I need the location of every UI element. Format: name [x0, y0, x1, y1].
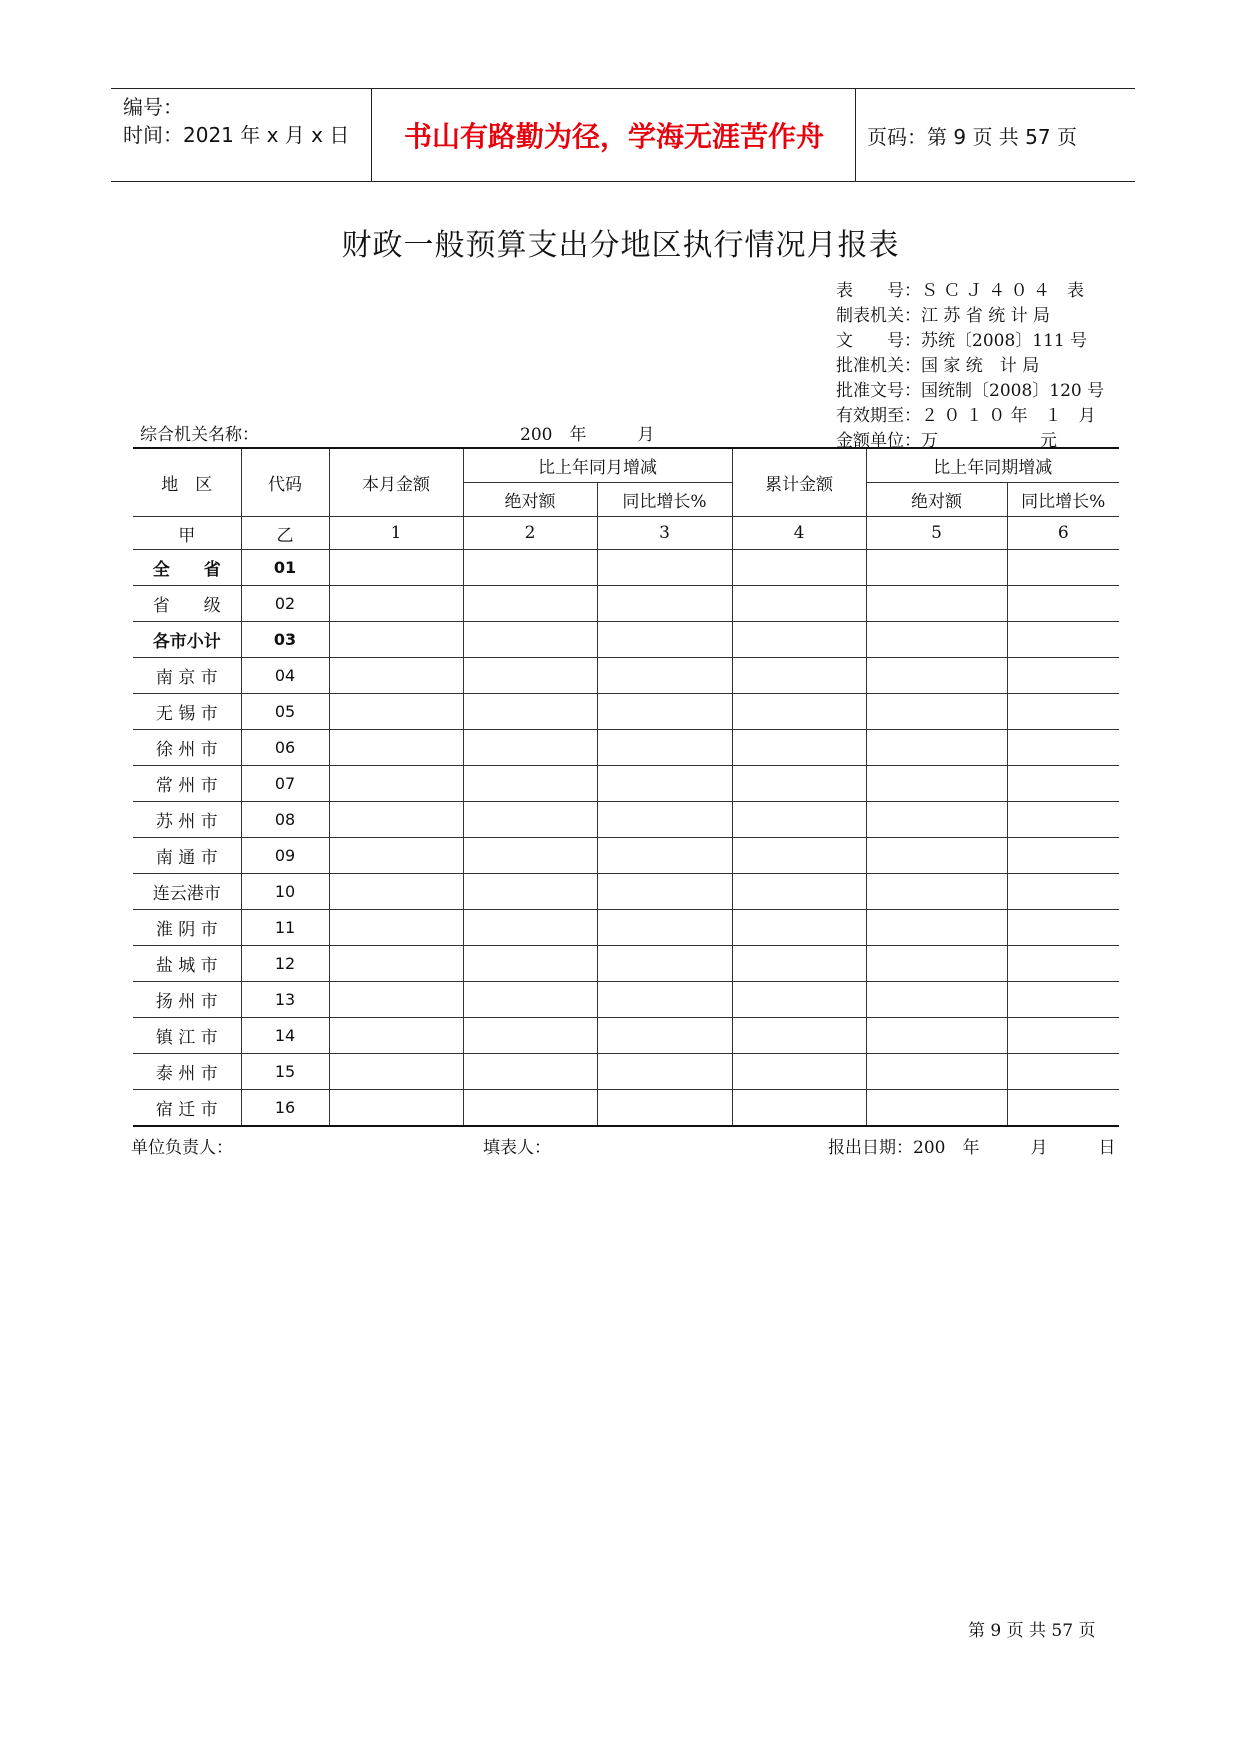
value-cell — [463, 766, 597, 802]
region-cell: 盐 城 市 — [133, 946, 241, 982]
region-cell: 扬 州 市 — [133, 982, 241, 1018]
value-cell — [1007, 658, 1119, 694]
value-cell — [463, 1090, 597, 1127]
code-cell: 14 — [241, 1018, 329, 1054]
value-cell — [329, 766, 463, 802]
region-cell: 镇 江 市 — [133, 1018, 241, 1054]
org-name-label: 综合机关名称： — [140, 425, 259, 445]
meta-value: Ｓ Ｃ Ｊ ４ ０ ４ 表 — [921, 281, 1085, 301]
region-cell: 淮 阴 市 — [133, 910, 241, 946]
meta-value: 国统制〔2008〕120 号 — [921, 381, 1105, 401]
index-cell: 5 — [866, 517, 1007, 550]
table-row — [133, 982, 1119, 1018]
index-cell: 4 — [732, 517, 866, 550]
value-cell — [732, 586, 866, 622]
value-cell — [1007, 802, 1119, 838]
value-cell — [597, 550, 732, 586]
value-cell — [1007, 586, 1119, 622]
table-row — [133, 838, 1119, 874]
value-cell — [732, 946, 866, 982]
value-cell — [597, 622, 732, 658]
page-info: 页码：第 9 页 共 57 页 — [867, 124, 1077, 149]
value-cell — [732, 1090, 866, 1127]
table-row — [133, 658, 1119, 694]
index-cell: 6 — [1007, 517, 1119, 550]
meta-value: 苏统〔2008〕111 号 — [921, 331, 1088, 351]
value-cell — [866, 694, 1007, 730]
index-cell: 2 — [463, 517, 597, 550]
meta-value: ２ ０ １ ０ 年 １ 月 — [921, 406, 1096, 426]
code-cell: 03 — [241, 622, 329, 658]
value-cell — [597, 586, 732, 622]
value-cell — [463, 910, 597, 946]
value-cell — [732, 658, 866, 694]
table-row — [133, 910, 1119, 946]
table-row — [133, 730, 1119, 766]
value-cell — [329, 982, 463, 1018]
col-cum-amount: 累计金额 — [732, 448, 866, 517]
value-cell — [597, 1090, 732, 1127]
value-cell — [732, 874, 866, 910]
value-cell — [732, 766, 866, 802]
value-cell — [463, 982, 597, 1018]
value-cell — [329, 550, 463, 586]
value-cell — [329, 802, 463, 838]
value-cell — [1007, 910, 1119, 946]
region-cell: 苏 州 市 — [133, 802, 241, 838]
document-header — [111, 88, 1135, 182]
index-cell: 1 — [329, 517, 463, 550]
table-row — [133, 1090, 1119, 1127]
value-cell — [866, 1090, 1007, 1127]
value-cell — [597, 982, 732, 1018]
code-cell: 08 — [241, 802, 329, 838]
value-cell — [329, 874, 463, 910]
value-cell — [866, 658, 1007, 694]
value-cell — [732, 550, 866, 586]
meta-label: 表 号： — [836, 281, 921, 301]
meta-label: 有效期至： — [836, 406, 921, 426]
table-row — [133, 802, 1119, 838]
table-row — [133, 550, 1119, 586]
value-cell — [597, 694, 732, 730]
value-cell — [1007, 694, 1119, 730]
header-row — [133, 448, 1119, 483]
col-abs-period: 绝对额 — [866, 483, 1007, 517]
index-cell: 3 — [597, 517, 732, 550]
code-cell: 04 — [241, 658, 329, 694]
value-cell — [732, 622, 866, 658]
region-cell: 南 京 市 — [133, 658, 241, 694]
region-cell: 泰 州 市 — [133, 1054, 241, 1090]
value-cell — [463, 874, 597, 910]
value-cell — [463, 1054, 597, 1090]
value-cell — [329, 910, 463, 946]
header-divider — [371, 89, 372, 181]
table-row — [133, 1018, 1119, 1054]
report-date-label: 报出日期：200 年 月 日 — [828, 1138, 1116, 1158]
region-cell: 南 通 市 — [133, 838, 241, 874]
value-cell — [732, 982, 866, 1018]
meta-line — [836, 376, 1104, 401]
value-cell — [463, 802, 597, 838]
meta-label: 文 号： — [836, 331, 921, 351]
value-cell — [463, 1018, 597, 1054]
value-cell — [463, 946, 597, 982]
col-month-amount: 本月金额 — [329, 448, 463, 517]
col-pct-period: 同比增长% — [1007, 483, 1119, 517]
value-cell — [597, 658, 732, 694]
meta-line — [836, 301, 1050, 326]
region-cell: 省 级 — [133, 586, 241, 622]
region-cell: 无 锡 市 — [133, 694, 241, 730]
value-cell — [463, 730, 597, 766]
value-cell — [1007, 1054, 1119, 1090]
value-cell — [866, 550, 1007, 586]
header-divider — [855, 89, 856, 181]
index-row — [133, 517, 1119, 550]
table-row — [133, 586, 1119, 622]
value-cell — [732, 910, 866, 946]
col-pct-month: 同比增长% — [597, 483, 732, 517]
code-cell: 09 — [241, 838, 329, 874]
value-cell — [329, 622, 463, 658]
report-period: 200 年 月 — [520, 425, 655, 445]
value-cell — [732, 694, 866, 730]
table-row — [133, 874, 1119, 910]
value-cell — [866, 1054, 1007, 1090]
value-cell — [732, 1018, 866, 1054]
value-cell — [1007, 946, 1119, 982]
table-row — [133, 946, 1119, 982]
code-cell: 16 — [241, 1090, 329, 1127]
value-cell — [463, 586, 597, 622]
value-cell — [866, 622, 1007, 658]
page-title: 财政一般预算支出分地区执行情况月报表 — [341, 228, 900, 263]
value-cell — [1007, 838, 1119, 874]
value-cell — [597, 838, 732, 874]
code-cell: 06 — [241, 730, 329, 766]
value-cell — [866, 730, 1007, 766]
value-cell — [597, 1018, 732, 1054]
value-cell — [597, 874, 732, 910]
value-cell — [866, 1018, 1007, 1054]
col-region: 地 区 — [133, 448, 241, 517]
meta-line — [836, 276, 1084, 301]
code-cell: 12 — [241, 946, 329, 982]
value-cell — [463, 658, 597, 694]
value-cell — [597, 910, 732, 946]
number-label: 编号： — [123, 95, 183, 119]
index-cell: 甲 — [133, 517, 241, 550]
head-signature-label: 单位负责人： — [131, 1138, 233, 1158]
value-cell — [1007, 1018, 1119, 1054]
header-left — [123, 93, 349, 149]
value-cell — [1007, 622, 1119, 658]
value-cell — [732, 1054, 866, 1090]
region-cell: 常 州 市 — [133, 766, 241, 802]
value-cell — [1007, 982, 1119, 1018]
value-cell — [329, 730, 463, 766]
region-cell: 连云港市 — [133, 874, 241, 910]
value-cell — [463, 838, 597, 874]
value-cell — [866, 586, 1007, 622]
value-cell — [1007, 874, 1119, 910]
table-row — [133, 694, 1119, 730]
code-cell: 13 — [241, 982, 329, 1018]
value-cell — [463, 550, 597, 586]
page-footer: 第 9 页 共 57 页 — [968, 1621, 1096, 1641]
value-cell — [329, 838, 463, 874]
region-cell: 宿 迁 市 — [133, 1090, 241, 1127]
motto: 书山有路勤为径，学海无涯苦作舟 — [403, 120, 824, 153]
value-cell — [866, 838, 1007, 874]
value-cell — [1007, 550, 1119, 586]
code-cell: 02 — [241, 586, 329, 622]
code-cell: 05 — [241, 694, 329, 730]
meta-value: 江 苏 省 统 计 局 — [921, 306, 1051, 326]
meta-line — [836, 326, 1087, 351]
value-cell — [866, 766, 1007, 802]
value-cell — [866, 874, 1007, 910]
value-cell — [866, 910, 1007, 946]
value-cell — [866, 802, 1007, 838]
filler-label: 填表人： — [483, 1138, 551, 1158]
value-cell — [1007, 730, 1119, 766]
region-cell: 各市小计 — [133, 622, 241, 658]
value-cell — [329, 658, 463, 694]
value-cell — [597, 1054, 732, 1090]
group-period-change: 比上年同期增减 — [866, 448, 1119, 483]
table-row — [133, 766, 1119, 802]
value-cell — [1007, 1090, 1119, 1127]
code-cell: 10 — [241, 874, 329, 910]
value-cell — [597, 802, 732, 838]
meta-value: 万 元 — [921, 431, 1057, 451]
value-cell — [463, 694, 597, 730]
value-cell — [866, 982, 1007, 1018]
value-cell — [732, 838, 866, 874]
value-cell — [597, 946, 732, 982]
meta-label: 批准机关： — [836, 356, 921, 376]
index-cell: 乙 — [241, 517, 329, 550]
code-cell: 01 — [241, 550, 329, 586]
value-cell — [329, 694, 463, 730]
value-cell — [597, 766, 732, 802]
meta-label: 制表机关： — [836, 306, 921, 326]
value-cell — [329, 1090, 463, 1127]
value-cell — [1007, 766, 1119, 802]
meta-value: 国 家 统 计 局 — [921, 356, 1040, 376]
meta-line — [836, 401, 1096, 426]
value-cell — [597, 730, 732, 766]
meta-label: 批准文号： — [836, 381, 921, 401]
col-code: 代码 — [241, 448, 329, 517]
report-table — [133, 447, 1119, 1127]
table-row — [133, 622, 1119, 658]
value-cell — [329, 1018, 463, 1054]
code-cell: 11 — [241, 910, 329, 946]
region-cell: 全 省 — [133, 550, 241, 586]
meta-line — [836, 351, 1039, 376]
value-cell — [329, 946, 463, 982]
region-cell: 徐 州 市 — [133, 730, 241, 766]
code-cell: 15 — [241, 1054, 329, 1090]
value-cell — [732, 730, 866, 766]
value-cell — [732, 802, 866, 838]
code-cell: 07 — [241, 766, 329, 802]
group-month-change: 比上年同月增减 — [463, 448, 732, 483]
table-row — [133, 1054, 1119, 1090]
value-cell — [329, 1054, 463, 1090]
value-cell — [463, 622, 597, 658]
col-abs-month: 绝对额 — [463, 483, 597, 517]
value-cell — [866, 946, 1007, 982]
value-cell — [329, 586, 463, 622]
time-label: 时间：2021 年 x 月 x 日 — [123, 123, 350, 147]
meta-label: 金额单位： — [836, 431, 921, 451]
